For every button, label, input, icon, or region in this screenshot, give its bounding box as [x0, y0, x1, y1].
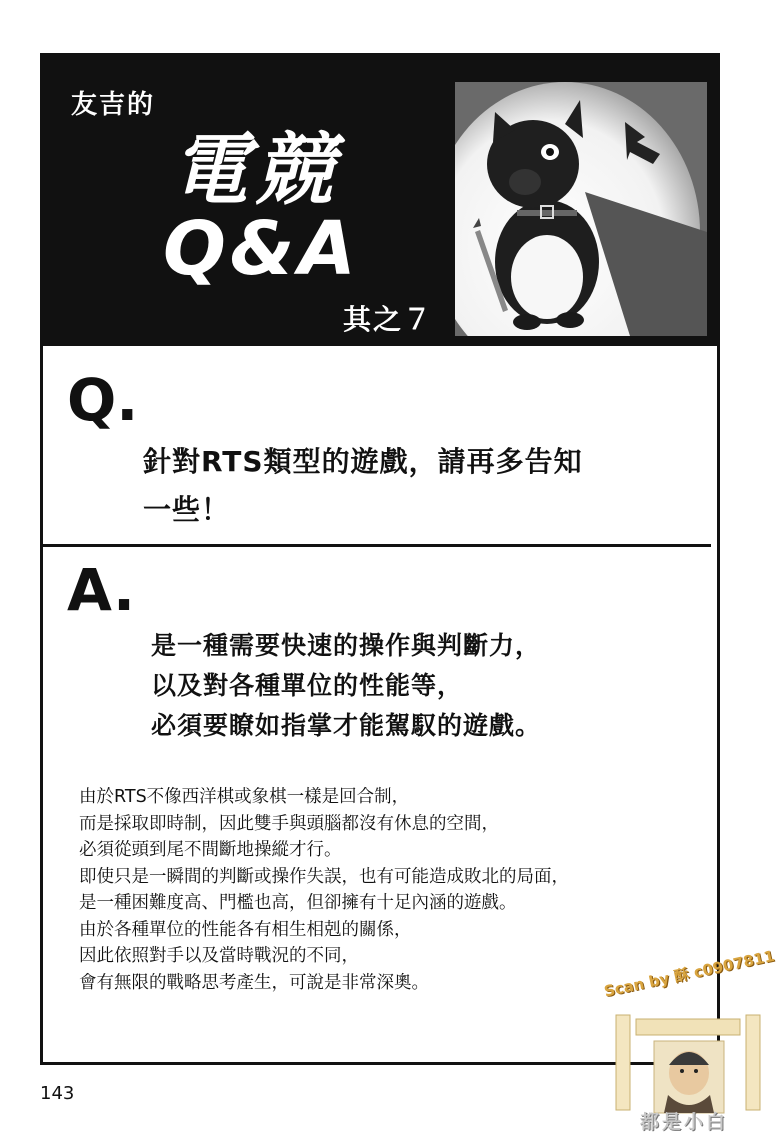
watermark-tagline: 都是小白 — [640, 1111, 729, 1133]
title-qa: Q&A — [163, 206, 360, 292]
explanation-paragraph — [79, 784, 699, 996]
scanlation-watermark — [596, 946, 777, 1133]
body-line: 由於各種單位的性能各有相生相剋的關係， — [79, 919, 412, 940]
question-text — [143, 438, 663, 534]
mascot-photo — [455, 82, 707, 336]
question-line: 針對RTS類型的遊戲，請再多告知 — [143, 445, 583, 478]
answer-text — [151, 626, 671, 746]
answer-line: 以及對各種單位的性能等， — [151, 671, 464, 700]
body-line: 因此依照對手以及當時戰況的不同， — [79, 946, 359, 966]
body-line: 由於RTS不像西洋棋或象棋一樣是回合制， — [79, 787, 410, 807]
episode-label: 其之７ — [343, 303, 434, 336]
body-line: 必須從頭到尾不間斷地操縱才行。 — [79, 840, 342, 860]
qa-frame — [40, 53, 720, 1065]
body-line: 會有無限的戰略思考產生，可說是非常深奧。 — [79, 972, 429, 993]
body-line: 即使只是一瞬間的判斷或操作失誤，也有可能造成敗北的局面， — [79, 866, 569, 887]
mascot-illustration — [455, 82, 707, 336]
title-prefix: 友吉的 — [71, 90, 156, 120]
page-title: 電競 — [171, 125, 340, 216]
body-line: 而是採取即時制，因此雙手與頭腦都沒有休息的空間， — [79, 813, 499, 834]
question-line: 一些！ — [143, 493, 231, 526]
body-line: 是一種困難度高、門檻也高，但卻擁有十足內涵的遊戲。 — [79, 893, 517, 913]
section-divider — [43, 544, 711, 547]
answer-line: 必須要瞭如指掌才能駕馭的遊戲。 — [151, 711, 542, 740]
page-number: 143 — [40, 1083, 75, 1104]
answer-line: 是一種需要快速的操作與判斷力， — [151, 631, 542, 660]
watermark-credit: Scan by 酥 c0907811 — [602, 946, 777, 1001]
answer-marker: A. — [67, 556, 135, 624]
question-marker: Q. — [67, 366, 139, 434]
header-banner — [43, 56, 717, 346]
